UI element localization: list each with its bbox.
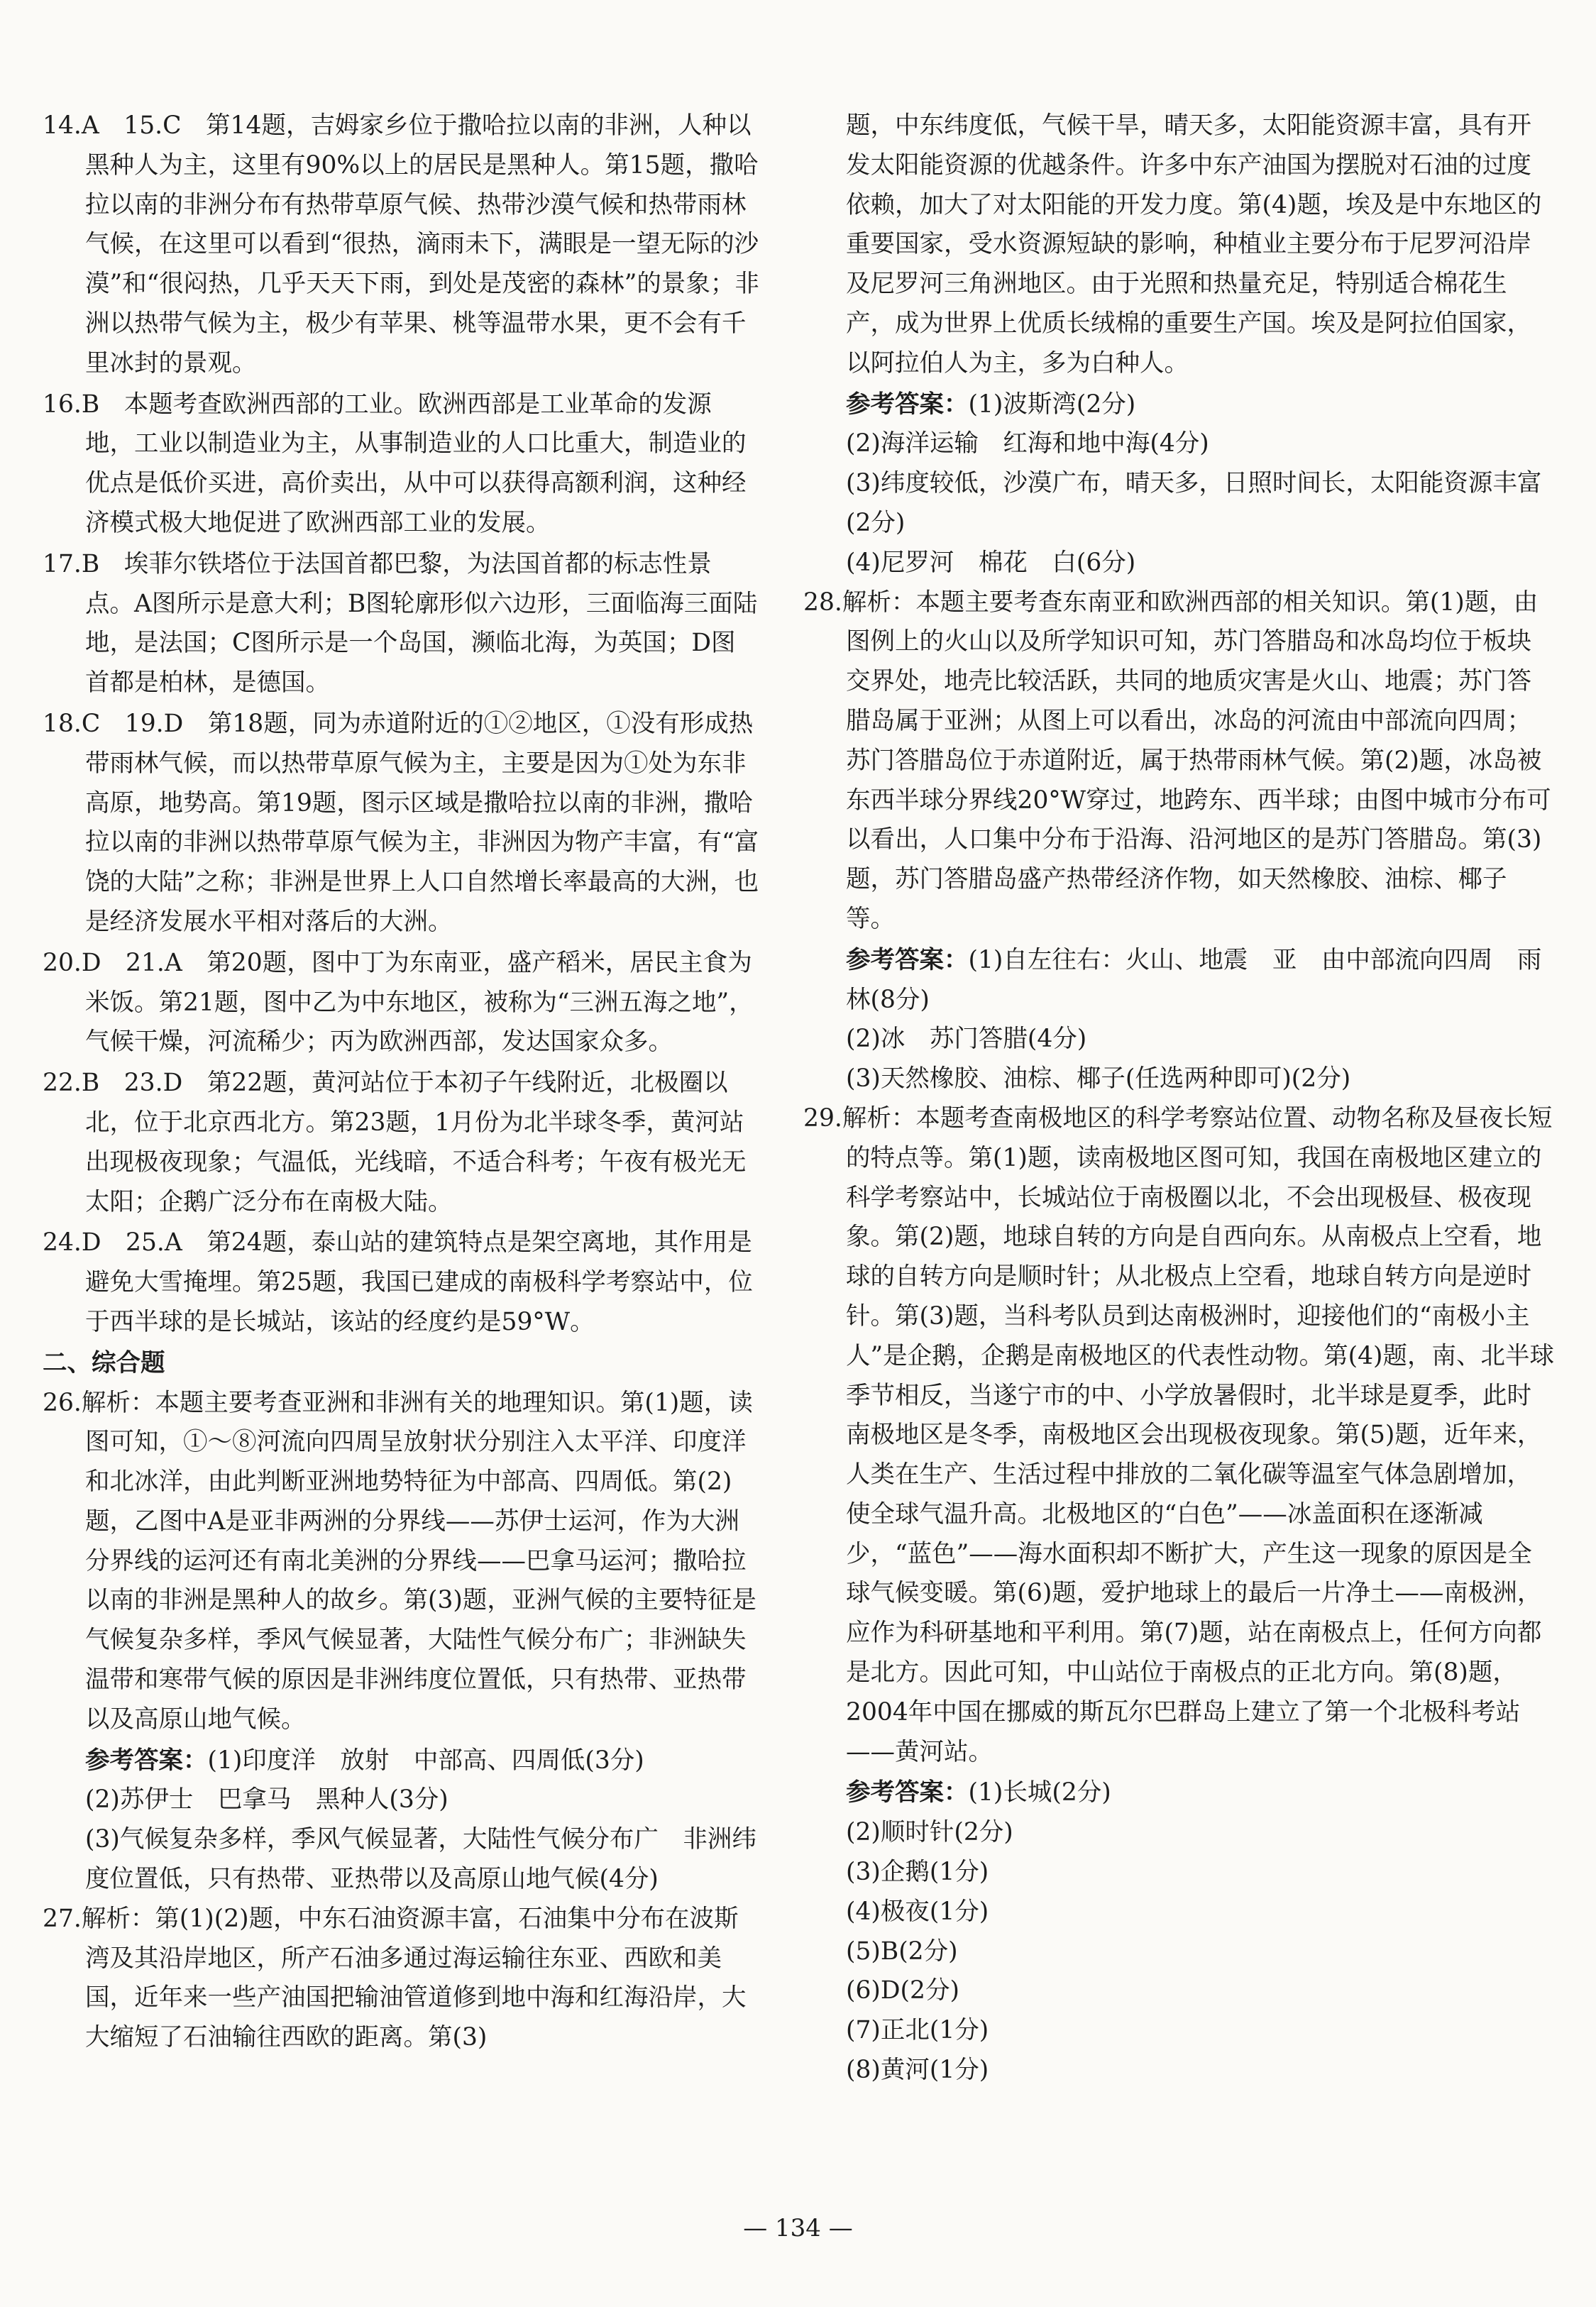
- analysis-28: 28.解析：本题主要考查东南亚和欧洲西部的相关知识。第(1)题，由图例上的火山以及所学知识可知，苏门答腊岛和冰岛均位于板块交界处，地壳比较活跃，共同的地质灾害是火山、地震；苏门答腊岛属于亚洲；从图上可以看出，冰岛的河流由中部流向四周；苏门答腊岛位于赤道附近，属于热带雨林气候。第(2)题，冰岛被东西半球分界线20°W穿过，地跨东、西半球；由图中城市分布可以看出，人口集中分布于沿海、沿河地区的是苏门答腊岛。第(3)题，苏门答腊岛盛产热带经济作物，如天然橡胶、油棕、椰子等。: [803, 588, 1551, 933]
- answer-18-19: 18.C 19.D 第18题，同为赤道附近的①②地区，①没有形成热带雨林气候，而以热带草原气候为主，主要是因为①处为东非高原，地势高。第19题，图示区域是撒哈拉以南的非洲，撒哈拉以南的非洲以热带草原气候为主，非洲因为物产丰富，有“富饶的大陆”之称；非洲是世界上人口自然增长率最高的大洲，也是经济发展水平相对落后的大洲。: [43, 709, 759, 936]
- reference-answer-label: 参考答案：: [846, 945, 969, 974]
- left-column: [43, 106, 759, 2059]
- reference-answer-28-line3: (3)天然橡胶、油棕、椰子(任选两种即可)(2分): [846, 1064, 1351, 1094]
- reference-answer-label: 参考答案：: [846, 1778, 969, 1807]
- reference-answer-29-line8: (8)黄河(1分): [846, 2056, 989, 2085]
- answer-16: 16.B 本题考查欧洲西部的工业。欧洲西部是工业革命的发源地，工业以制造业为主，从事制造业的人口比重大，制造业的优点是低价买进，高价卖出，从中可以获得高额利润，这种经济模式极大地促进了欧洲西部工业的发展。: [43, 390, 747, 537]
- analysis-27-part2: 题，中东纬度低，气候干旱，晴天多，太阳能资源丰富，具有开发太阳能资源的优越条件。许多中东产油国为摆脱对石油的过度依赖，加大了对太阳能的开发力度。第(4)题，埃及是中东地区的重要国家，受水资源短缺的影响，种植业主要分布于尼罗河沿岸及尼罗河三角洲地区。由于光照和热量充足，特别适合棉花生产，成为世界上优质长绒棉的重要生产国。埃及是阿拉伯国家，以阿拉伯人为主，多为白种人。: [846, 111, 1542, 378]
- reference-answer-text: (1)波斯湾(2分): [968, 390, 1136, 419]
- reference-answer-29-line7: (7)正北(1分): [846, 2016, 989, 2045]
- reference-answer-29-line2: (2)顺时针(2分): [846, 1818, 1013, 1847]
- reference-answer-label: 参考答案：: [85, 1746, 208, 1775]
- answer-22-23: 22.B 23.D 第22题，黄河站位于本初子午线附近，北极圈以北，位于北京西北方。第23题，1月份为北半球冬季，黄河站出现极夜现象；气温低，光线暗，不适合科考；午夜有极光无太阳；企鹅广泛分布在南极大陆。: [43, 1069, 747, 1216]
- page-number: — 134 —: [743, 2214, 853, 2242]
- reference-answer-26-line1: [43, 1741, 759, 1781]
- section-heading-comprehensive: 二、综合题: [43, 1348, 165, 1377]
- reference-answer-27-line3: (3)纬度较低，沙漠广布，晴天多，日照时间长，太阳能资源丰富(2分): [846, 469, 1542, 537]
- reference-answer-29-line6: (6)D(2分): [846, 1976, 959, 2005]
- reference-answer-27-line1: [803, 385, 1556, 425]
- reference-answer-27-line4: (4)尼罗河 棉花 白(6分): [846, 548, 1136, 577]
- reference-answer-26-line2: (2)苏伊士 巴拿马 黑种人(3分): [85, 1785, 448, 1815]
- reference-answer-26-line3: (3)气候复杂多样，季风气候显著，大陆性气候分布广 非洲纬度位置低，只有热带、亚热带以及高原山地气候(4分): [85, 1825, 756, 1894]
- right-column: [803, 106, 1556, 2091]
- reference-answer-29-line4: (4)极夜(1分): [846, 1897, 989, 1926]
- reference-answer-29-line5: (5)B(2分): [846, 1937, 958, 1966]
- reference-answer-28-line2: (2)冰 苏门答腊(4分): [846, 1025, 1087, 1054]
- reference-answer-29-line1: [803, 1773, 1556, 1813]
- analysis-26: 26.解析：本题主要考查亚洲和非洲有关的地理知识。第(1)题，读图可知，①～⑧河流向四周呈放射状分别注入太平洋、印度洋和北冰洋，由此判断亚洲地势特征为中部高、四周低。第(2)题，乙图中A是亚非两洲的分界线——苏伊士运河，作为大洲分界线的运河还有南北美洲的分界线——巴拿马运河；撒哈拉以南的非洲是黑种人的故乡。第(3)题，亚洲气候的主要特征是气候复杂多样，季风气候显著，大陆性气候分布广；非洲缺失温带和寒带气候的原因是非洲纬度位置低，只有热带、亚热带以及高原山地气候。: [43, 1388, 756, 1734]
- reference-answer-text: (1)自左往右：火山、地震 亚 由中部流向四周 雨林(8分): [846, 945, 1542, 1014]
- reference-answer-text: (1)印度洋 放射 中部高、四周低(3分): [207, 1746, 644, 1775]
- answer-24-25: 24.D 25.A 第24题，泰山站的建筑特点是架空离地，其作用是避免大雪掩埋。第25题，我国已建成的南极科学考察站中，位于西半球的是长城站，该站的经度约是59°W。: [43, 1228, 753, 1336]
- reference-answer-text: (1)长城(2分): [968, 1778, 1111, 1807]
- answer-20-21: 20.D 21.A 第20题，图中丁为东南亚，盛产稻米，居民主食为米饭。第21题，图中乙为中东地区，被称为“三洲五海之地”，气候干燥，河流稀少；丙为欧洲西部，发达国家众多。: [43, 948, 754, 1057]
- reference-answer-29-line3: (3)企鹅(1分): [846, 1858, 989, 1887]
- analysis-27-part1: 27.解析：第(1)(2)题，中东石油资源丰富，石油集中分布在波斯湾及其沿岸地区，所产石油多通过海运输往东亚、西欧和美国，近年来一些产油国把输油管道修到地中海和红海沿岸，大大缩短了石油输往西欧的距离。第(3): [43, 1904, 747, 2052]
- answer-14-15: 14.A 15.C 第14题，吉姆家乡位于撒哈拉以南的非洲，人种以黑种人为主，这里有90%以上的居民是黑种人。第15题，撒哈拉以南的非洲分布有热带草原气候、热带沙漠气候和热带雨林气候，在这里可以看到“很热，滴雨未下，满眼是一望无际的沙漠”和“很闷热，几乎天天下雨，到处是茂密的森林”的景象；非洲以热带气候为主，极少有苹果、桃等温带水果，更不会有千里冰封的景观。: [43, 111, 759, 378]
- reference-answer-27-line2: (2)海洋运输 红海和地中海(4分): [846, 429, 1209, 458]
- answer-17: 17.B 埃菲尔铁塔位于法国首都巴黎，为法国首都的标志性景点。A图所示是意大利；B图轮廓形似六边形，三面临海三面陆地，是法国；C图所示是一个岛国，濒临北海，为英国；D图首都是柏林，是德国。: [43, 549, 758, 698]
- analysis-29: 29.解析：本题考查南极地区的科学考察站位置、动物名称及昼夜长短的特点等。第(1)题，读南极地区图可知，我国在南极地区建立的科学考察站中，长城站位于南极圈以北，不会出现极昼、极夜现象。第(2)题，地球自转的方向是自西向东。从南极点上空看，地球的自转方向是顺时针；从北极点上空看，地球自转方向是逆时针。第(3)题，当科考队员到达南极洲时，迎接他们的“南极小主人”是企鹅，企鹅是南极地区的代表性动物。第(4)题，南、北半球季节相反，当遂宁市的中、小学放暑假时，北半球是夏季，此时南极地区是冬季，南极地区会出现极夜现象。第(5)题，近年来，人类在生产、生活过程中排放的二氧化碳等温室气体急剧增加，使全球气温升高。北极地区的“白色”——冰盖面积在逐渐减少，“蓝色”——海水面积却不断扩大，产生这一现象的原因是全球气候变暖。第(6)题，爱护地球上的最后一片净土——南极洲，应作为科研基地和平利用。第(7)题，站在南极点上，任何方向都是北方。因此可知，中山站位于南极点的正北方向。第(8)题，2004年中国在挪威的斯瓦尔巴群岛上建立了第一个北极科考站——黄河站。: [803, 1103, 1555, 1766]
- reference-answer-28-line1: [803, 941, 1556, 1020]
- reference-answer-label: 参考答案：: [846, 390, 969, 419]
